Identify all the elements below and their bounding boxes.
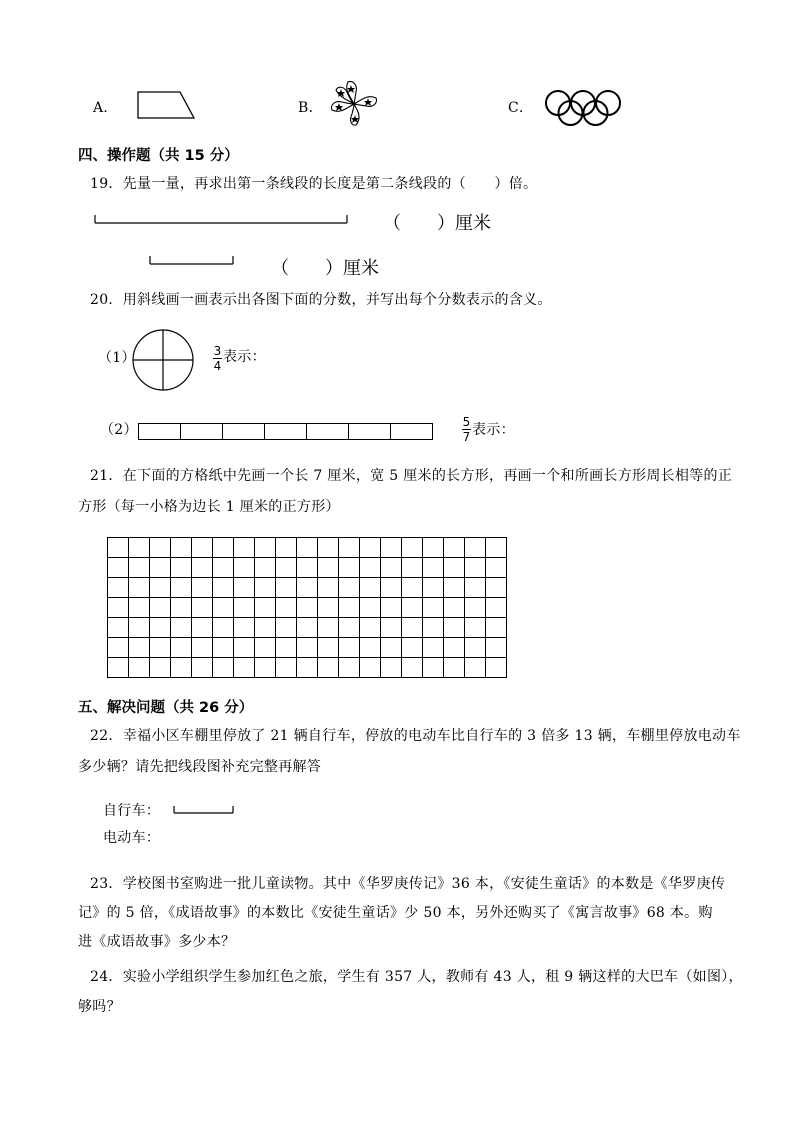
grid-cell[interactable]: [465, 598, 486, 618]
grid-cell[interactable]: [297, 598, 318, 618]
grid-cell[interactable]: [360, 538, 381, 558]
grid-row: [108, 658, 507, 678]
grid-cell[interactable]: [213, 598, 234, 618]
grid-cell[interactable]: [129, 638, 150, 658]
grid-cell[interactable]: [213, 538, 234, 558]
grid-cell[interactable]: [444, 598, 465, 618]
answer-blank-cm-2[interactable]: （ ）厘米: [271, 258, 379, 279]
grid-cell[interactable]: [255, 578, 276, 598]
grid-cell[interactable]: [150, 538, 171, 558]
grid-cell[interactable]: [444, 638, 465, 658]
grid-cell[interactable]: [465, 578, 486, 598]
grid-cell[interactable]: [486, 618, 507, 638]
line-segment-2: [148, 253, 236, 267]
grid-cell[interactable]: [318, 638, 339, 658]
section-4-title: 四、操作题（共 15 分）: [78, 148, 239, 164]
grid-cell[interactable]: [339, 598, 360, 618]
strip-cell[interactable]: [307, 424, 349, 440]
grid-cell[interactable]: [360, 598, 381, 618]
grid-cell[interactable]: [255, 558, 276, 578]
line-segment-1: [93, 210, 351, 226]
question-19: 19．先量一量，再求出第一条线段的长度是第二条线段的（ ）倍。: [90, 176, 538, 192]
question-24-line-2: 够吗？: [78, 999, 121, 1015]
grid-cell[interactable]: [360, 658, 381, 678]
grid-cell[interactable]: [276, 578, 297, 598]
grid-cell[interactable]: [465, 558, 486, 578]
grid-cell[interactable]: [234, 578, 255, 598]
grid-cell[interactable]: [486, 598, 507, 618]
grid-cell[interactable]: [360, 638, 381, 658]
grid-cell[interactable]: [423, 558, 444, 578]
grid-cell[interactable]: [108, 538, 129, 558]
grid-cell[interactable]: [339, 638, 360, 658]
grid-cell[interactable]: [108, 598, 129, 618]
grid-cell[interactable]: [234, 538, 255, 558]
grid-cell[interactable]: [297, 658, 318, 678]
grid-row: [108, 638, 507, 658]
grid-cell[interactable]: [486, 578, 507, 598]
grid-cell[interactable]: [129, 558, 150, 578]
square-grid-paper[interactable]: [107, 537, 507, 678]
grid-cell[interactable]: [276, 658, 297, 678]
grid-cell[interactable]: [381, 598, 402, 618]
grid-cell[interactable]: [465, 638, 486, 658]
grid-row: [108, 538, 507, 558]
grid-cell[interactable]: [192, 558, 213, 578]
grid-cell[interactable]: [192, 538, 213, 558]
grid-cell[interactable]: [339, 578, 360, 598]
grid-cell[interactable]: [234, 658, 255, 678]
grid-cell[interactable]: [339, 538, 360, 558]
grid-cell[interactable]: [276, 638, 297, 658]
grid-cell[interactable]: [339, 558, 360, 578]
grid-cell[interactable]: [381, 658, 402, 678]
grid-cell[interactable]: [444, 538, 465, 558]
grid-cell[interactable]: [297, 558, 318, 578]
grid-cell[interactable]: [318, 658, 339, 678]
grid-cell[interactable]: [150, 638, 171, 658]
trapezoid-figure: [136, 90, 198, 120]
bauhinia-flower-figure: [322, 78, 386, 130]
grid-cell[interactable]: [297, 578, 318, 598]
grid-cell[interactable]: [150, 598, 171, 618]
grid-cell[interactable]: [444, 578, 465, 598]
seven-part-strip[interactable]: [138, 423, 433, 440]
grid-cell[interactable]: [234, 638, 255, 658]
grid-cell[interactable]: [213, 618, 234, 638]
grid-cell[interactable]: [150, 618, 171, 638]
electric-bike-label: 电动车：: [103, 830, 161, 846]
grid-cell[interactable]: [402, 658, 423, 678]
grid-cell[interactable]: [423, 638, 444, 658]
grid-row: [108, 598, 507, 618]
grid-cell[interactable]: [234, 618, 255, 638]
grid-cell[interactable]: [318, 578, 339, 598]
grid-cell[interactable]: [318, 618, 339, 638]
option-a-label: A．: [93, 100, 118, 116]
grid-cell[interactable]: [423, 598, 444, 618]
grid-cell[interactable]: [129, 538, 150, 558]
grid-row: [108, 578, 507, 598]
bicycle-label: 自行车：: [103, 803, 161, 819]
grid-cell[interactable]: [192, 618, 213, 638]
grid-cell[interactable]: [213, 658, 234, 678]
strip-cell[interactable]: [265, 424, 307, 440]
option-b-label: B．: [298, 100, 323, 116]
question-21-line-1: 21．在下面的方格纸中先画一个长 7 厘米，宽 5 厘米的长方形，再画一个和所画长方形周长相等的正: [90, 468, 733, 484]
grid-cell[interactable]: [276, 558, 297, 578]
grid-cell[interactable]: [171, 658, 192, 678]
grid-cell[interactable]: [129, 658, 150, 678]
grid-cell[interactable]: [192, 578, 213, 598]
grid-cell[interactable]: [381, 638, 402, 658]
grid-cell[interactable]: [423, 578, 444, 598]
grid-cell[interactable]: [402, 618, 423, 638]
strip-cell[interactable]: [349, 424, 391, 440]
grid-cell[interactable]: [108, 578, 129, 598]
grid-cell[interactable]: [444, 618, 465, 638]
grid-cell[interactable]: [276, 618, 297, 638]
grid-cell[interactable]: [276, 598, 297, 618]
grid-cell[interactable]: [213, 638, 234, 658]
q20-part-1-label: （1）: [98, 350, 136, 366]
grid-row: [108, 558, 507, 578]
grid-cell[interactable]: [423, 538, 444, 558]
grid-cell[interactable]: [192, 598, 213, 618]
grid-cell[interactable]: [360, 578, 381, 598]
grid-cell[interactable]: [276, 538, 297, 558]
fraction-3-4-meaning-label: 表示：: [223, 349, 266, 365]
grid-cell[interactable]: [423, 658, 444, 678]
grid-cell[interactable]: [150, 658, 171, 678]
grid-cell[interactable]: [465, 538, 486, 558]
grid-cell[interactable]: [255, 538, 276, 558]
grid-cell[interactable]: [192, 638, 213, 658]
grid-cell[interactable]: [171, 598, 192, 618]
grid-cell[interactable]: [171, 538, 192, 558]
grid-cell[interactable]: [381, 558, 402, 578]
grid-cell[interactable]: [297, 538, 318, 558]
grid-cell[interactable]: [402, 638, 423, 658]
grid-cell[interactable]: [423, 618, 444, 638]
grid-cell[interactable]: [339, 658, 360, 678]
quartered-circle[interactable]: [130, 327, 196, 393]
question-21-line-2: 方形（每一小格为边长 1 厘米的正方形）: [78, 499, 340, 515]
grid-cell[interactable]: [108, 558, 129, 578]
grid-cell[interactable]: [318, 538, 339, 558]
grid-cell[interactable]: [402, 538, 423, 558]
grid-cell[interactable]: [465, 618, 486, 638]
grid-cell[interactable]: [255, 658, 276, 678]
strip-cell[interactable]: [139, 424, 181, 440]
strip-cell[interactable]: [181, 424, 223, 440]
fraction-5-7-meaning-label: 表示：: [472, 422, 515, 438]
grid-cell[interactable]: [108, 658, 129, 678]
strip-cell[interactable]: [391, 424, 433, 440]
grid-cell[interactable]: [129, 618, 150, 638]
grid-cell[interactable]: [381, 618, 402, 638]
q20-part-2-label: （2）: [100, 422, 138, 438]
grid-cell[interactable]: [255, 618, 276, 638]
grid-cell[interactable]: [402, 578, 423, 598]
grid-cell[interactable]: [171, 638, 192, 658]
grid-cell[interactable]: [465, 658, 486, 678]
grid-cell[interactable]: [255, 638, 276, 658]
grid-cell[interactable]: [171, 618, 192, 638]
grid-cell[interactable]: [171, 558, 192, 578]
grid-cell[interactable]: [486, 658, 507, 678]
grid-cell[interactable]: [108, 618, 129, 638]
grid-cell[interactable]: [444, 558, 465, 578]
grid-cell[interactable]: [486, 558, 507, 578]
grid-cell[interactable]: [213, 558, 234, 578]
question-23-line-1: 23．学校图书室购进一批儿童读物。其中《华罗庚传记》36 本，《安徒生童话》的本数是《华罗庚传: [90, 876, 726, 892]
olympic-rings-figure: [542, 88, 624, 128]
question-20: 20．用斜线画一画表示出各图下面的分数，并写出每个分数表示的含义。: [90, 292, 552, 308]
grid-cell[interactable]: [318, 598, 339, 618]
grid-cell[interactable]: [234, 598, 255, 618]
grid-cell[interactable]: [297, 618, 318, 638]
grid-cell[interactable]: [171, 578, 192, 598]
fraction-3-4: $\frac{3}{4}$: [213, 344, 222, 373]
fraction-5-7: $\frac{5}{7}$: [462, 415, 471, 444]
grid-cell[interactable]: [381, 578, 402, 598]
option-c-label: C．: [508, 100, 534, 116]
answer-blank-cm-1[interactable]: （ ）厘米: [383, 213, 491, 234]
grid-cell[interactable]: [234, 558, 255, 578]
grid-cell[interactable]: [402, 598, 423, 618]
grid-cell[interactable]: [192, 658, 213, 678]
question-22-line-1: 22．幸福小区车棚里停放了 21 辆自行车，停放的电动车比自行车的 3 倍多 13 辆，车棚里停放电动车: [90, 728, 741, 744]
grid-cell[interactable]: [255, 598, 276, 618]
grid-cell[interactable]: [129, 578, 150, 598]
strip-cell[interactable]: [223, 424, 265, 440]
question-24-line-1: 24．实验小学组织学生参加红色之旅，学生有 357 人，教师有 43 人，租 9 辆这样的大巴车（如图），: [90, 969, 743, 985]
grid-cell[interactable]: [297, 638, 318, 658]
grid-cell[interactable]: [381, 538, 402, 558]
grid-cell[interactable]: [339, 618, 360, 638]
grid-cell[interactable]: [402, 558, 423, 578]
question-23-line-2: 记》的 5 倍，《成语故事》的本数比《安徒生童话》少 50 本，另外还购买了《寓言故事》68 本。购: [78, 905, 713, 921]
grid-cell[interactable]: [444, 658, 465, 678]
section-5-title: 五、解决问题（共 26 分）: [78, 700, 254, 716]
bicycle-segment-line: [172, 804, 236, 816]
grid-cell[interactable]: [486, 638, 507, 658]
grid-cell[interactable]: [318, 558, 339, 578]
grid-cell[interactable]: [213, 578, 234, 598]
grid-row: [108, 618, 507, 638]
grid-cell[interactable]: [129, 598, 150, 618]
grid-cell[interactable]: [150, 558, 171, 578]
grid-cell[interactable]: [360, 618, 381, 638]
grid-cell[interactable]: [108, 638, 129, 658]
question-22-line-2: 多少辆？请先把线段图补充完整再解答: [78, 759, 322, 775]
grid-cell[interactable]: [360, 558, 381, 578]
grid-cell[interactable]: [150, 578, 171, 598]
question-23-line-3: 进《成语故事》多少本？: [78, 934, 236, 950]
grid-cell[interactable]: [486, 538, 507, 558]
